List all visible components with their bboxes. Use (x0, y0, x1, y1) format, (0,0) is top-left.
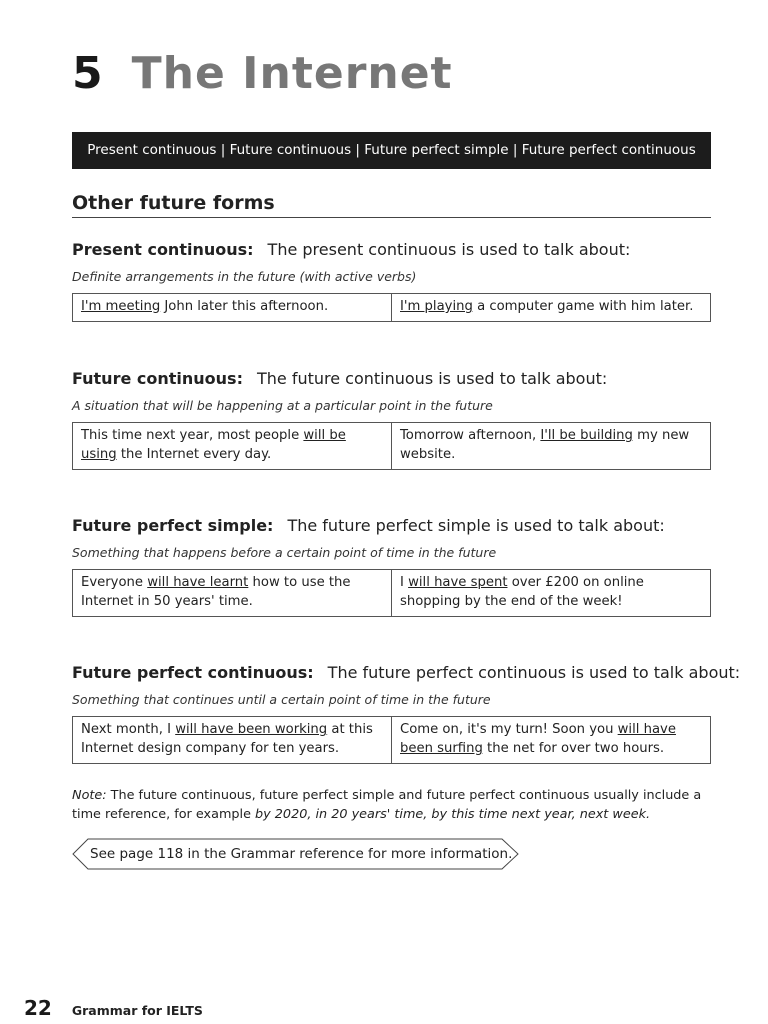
example-text: I (400, 575, 409, 590)
example-text: over £200 on online shopping by the end of the week! (400, 575, 644, 609)
example-verb-underlined: will have spent (408, 575, 508, 590)
example-verb-underlined: I'll be building (540, 428, 633, 443)
note-examples: by 2020, in 20 years' time, by this time next year, next week. (255, 807, 651, 822)
example-row (72, 716, 711, 764)
unit-number: 5 (72, 48, 104, 99)
page-footer (24, 996, 203, 1020)
example-right (392, 423, 710, 469)
example-text: at this Internet design company for ten years. (81, 722, 373, 756)
grammar-block-future-perfect-simple (72, 516, 711, 617)
example-left (73, 294, 392, 321)
example-text: my new website. (400, 428, 690, 462)
page-number: 22 (24, 996, 52, 1020)
note-label: Note: (72, 788, 107, 803)
usage-description: Something that happens before a certain point of time in the future (72, 545, 497, 560)
example-verb-underlined: will have learnt (147, 575, 249, 590)
example-text: the net for over two hours. (482, 741, 665, 756)
usage-description: Definite arrangements in the future (with active verbs) (72, 269, 417, 284)
example-right (392, 294, 710, 321)
example-text: Come on, it's my turn! Soon you (400, 722, 618, 737)
grammar-block-present-continuous (72, 240, 711, 322)
example-verb-underlined: will have been surfing (400, 722, 676, 756)
example-verb-underlined: will have been working (175, 722, 328, 737)
section-heading: Other future forms (72, 192, 711, 218)
form-name: Future perfect continuous: (72, 663, 314, 682)
grammar-block-future-continuous (72, 369, 711, 470)
example-row (72, 293, 711, 322)
example-left (73, 717, 392, 763)
example-text: how to use the Internet in 50 years' time. (81, 575, 351, 609)
example-text: This time next year, most people (81, 428, 304, 443)
grammar-block-future-perfect-continuous (72, 663, 741, 764)
unit-title (72, 48, 453, 99)
form-description: The future perfect continuous is used to talk about: (327, 663, 741, 682)
book-title: Grammar for IELTS (71, 1003, 203, 1018)
example-verb-underlined: will be using (81, 428, 346, 462)
example-left (73, 570, 392, 616)
unit-name: The Internet (131, 48, 453, 99)
block-heading (72, 240, 711, 259)
example-text: the Internet every day. (116, 447, 272, 462)
example-row (72, 569, 711, 617)
example-right (392, 570, 710, 616)
block-heading (72, 369, 711, 388)
form-name: Future perfect simple: (72, 516, 274, 535)
reference-text: See page 118 in the Grammar reference for more information. (90, 846, 513, 862)
form-description: The future perfect simple is used to talk about: (287, 516, 665, 535)
topic-bar: Present continuous | Future continuous | Future perfect simple | Future perfect continuous (72, 132, 711, 169)
usage-description: Something that continues until a certain point of time in the future (72, 692, 491, 707)
example-right (392, 717, 710, 763)
example-text: a computer game with him later. (472, 299, 694, 314)
form-name: Future continuous: (72, 369, 243, 388)
example-text: Tomorrow afternoon, (400, 428, 541, 443)
form-name: Present continuous: (72, 240, 254, 259)
block-heading (72, 663, 741, 682)
example-text: Everyone (81, 575, 148, 590)
grammar-reference-callout (72, 838, 520, 870)
usage-description: A situation that will be happening at a particular point in the future (72, 398, 493, 413)
form-description: The present continuous is used to talk about: (267, 240, 631, 259)
example-verb-underlined: I'm playing (400, 299, 473, 314)
example-text: Next month, I (81, 722, 176, 737)
note-text: The future continuous, future perfect simple and future perfect continuous usually include a time reference, for example (72, 788, 702, 822)
form-description: The future continuous is used to talk about: (256, 369, 608, 388)
note (72, 786, 717, 824)
block-heading (72, 516, 711, 535)
example-text: John later this afternoon. (160, 299, 329, 314)
example-verb-underlined: I'm meeting (81, 299, 161, 314)
example-left (73, 423, 392, 469)
example-row (72, 422, 711, 470)
